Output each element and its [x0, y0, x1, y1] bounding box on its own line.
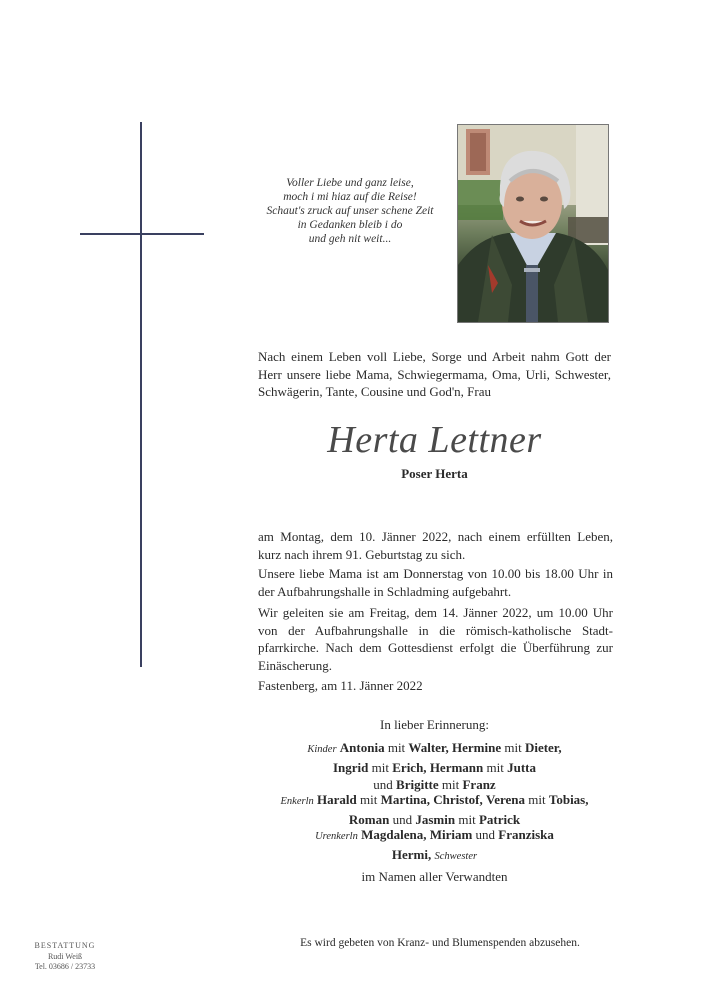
family-name: Walter,	[408, 740, 449, 755]
funeral-paragraph	[258, 604, 613, 674]
paragraph-line: Unsere liebe Mama ist am Donnerstag von 10.00 bis 18.00 Uhr in	[258, 566, 613, 581]
connector: mit	[441, 777, 460, 792]
viewing-paragraph	[258, 565, 613, 600]
poem-line: Voller Liebe und ganz leise,	[286, 177, 414, 189]
connector: und	[392, 811, 413, 827]
paragraph-line: am Montag, dem 10. Jänner 2022, nach einem erfüllten Leben,	[258, 529, 613, 544]
deceased-house-name: Poser Herta	[401, 466, 468, 481]
great-grandchildren-label: Urenkerln	[315, 831, 358, 842]
family-line	[248, 759, 621, 777]
connector: und	[373, 777, 393, 792]
cross-vertical-bar	[140, 122, 142, 667]
stamp-phone: Tel. 03686 / 23733	[34, 962, 96, 971]
paragraph-line: Wir geleiten sie am Freitag, dem 14. Jänner 2022, um 10.00 Uhr	[258, 605, 613, 620]
death-paragraph	[258, 528, 613, 563]
family-name: Hermine	[452, 740, 502, 755]
closing-line: im Namen aller Verwandten	[361, 869, 508, 884]
family-name: Antonia	[339, 740, 385, 755]
family-name: Martina,	[380, 792, 431, 807]
portrait-photo	[457, 124, 609, 323]
family-name: Erich,	[392, 759, 427, 775]
children-group	[248, 739, 621, 794]
paragraph-line: pfarrkirche. Nach dem Gottesdienst erfolgt die Überführung zur	[258, 640, 613, 655]
family-name: Hermi,	[391, 846, 432, 862]
portrait-illustration	[458, 125, 608, 322]
funeral-home-stamp	[20, 941, 110, 973]
poem-line: Schaut's zruck auf unser schene Zeit	[266, 205, 434, 217]
poem-line: moch i mi hiaz auf die Reise!	[283, 191, 417, 203]
stamp-title: BESTATTUNG	[34, 941, 96, 950]
family-name: Verena	[486, 792, 526, 807]
intro-text: Nach einem Leben voll Liebe, Sorge und Arbeit nahm Gott der Herr unsere liebe Mama, Schwiegermama, Oma, Urli, Schwester, Schwägerin, Tante, Cousine und God'n, Frau	[258, 349, 611, 399]
family-name: Jasmin	[415, 811, 456, 827]
cross-horizontal-bar	[80, 233, 204, 235]
paragraph-line: von der Aufbahrungshalle in die römisch-katholische Stadt-	[258, 622, 613, 638]
stamp-name: Rudi Weiß	[47, 951, 83, 961]
paragraph-line: Einäscherung.	[258, 657, 333, 673]
family-name: Dieter,	[524, 740, 562, 755]
poem-line: und geh nit weit...	[308, 233, 392, 245]
family-name: Roman	[348, 811, 390, 827]
poem	[250, 176, 450, 246]
great-grandchildren-group	[248, 826, 621, 865]
place-date: Fastenberg, am 11. Jänner 2022	[258, 678, 423, 693]
memory-heading: In lieber Erinnerung:	[379, 717, 489, 732]
connector: mit	[371, 759, 389, 775]
connector: mit	[486, 759, 504, 775]
connector: mit	[504, 740, 522, 755]
family-name: Christof,	[433, 792, 483, 807]
family-name: Harald	[317, 792, 357, 807]
sister-label: Schwester	[434, 850, 478, 862]
family-name: Magdalena, Miriam	[361, 827, 473, 842]
family-line	[248, 826, 621, 846]
family-line	[248, 846, 621, 866]
children-label: Kinder	[307, 744, 337, 755]
family-line	[248, 739, 621, 759]
family-name: Hermann	[429, 759, 484, 775]
paragraph-line: kurz nach ihrem 91. Geburtstag zu sich.	[258, 546, 466, 562]
connector: mit	[387, 740, 406, 755]
family-name: Patrick	[478, 811, 521, 827]
grandchildren-label: Enkerln	[280, 796, 314, 807]
family-line	[248, 791, 621, 811]
footer-note: Es wird gebeten von Kranz- und Blumenspenden abzusehen.	[300, 937, 580, 949]
family-name: Franz	[462, 777, 496, 792]
family-name: Jutta	[507, 759, 536, 775]
deceased-name: Herta Lettner	[327, 419, 542, 461]
poem-line: in Gedanken bleib i do	[297, 219, 403, 231]
family-name: Tobias,	[548, 792, 589, 807]
family-name: Brigitte	[396, 777, 439, 792]
grandchildren-group	[248, 791, 621, 828]
connector: mit	[528, 792, 546, 807]
connector: und	[475, 827, 496, 842]
connector: mit	[458, 811, 476, 827]
paragraph-line: der Aufbahrungshalle in Schladming aufgebahrt.	[258, 583, 512, 599]
family-name: Ingrid	[333, 759, 369, 775]
family-name: Franziska	[498, 827, 554, 842]
connector: mit	[359, 792, 378, 807]
